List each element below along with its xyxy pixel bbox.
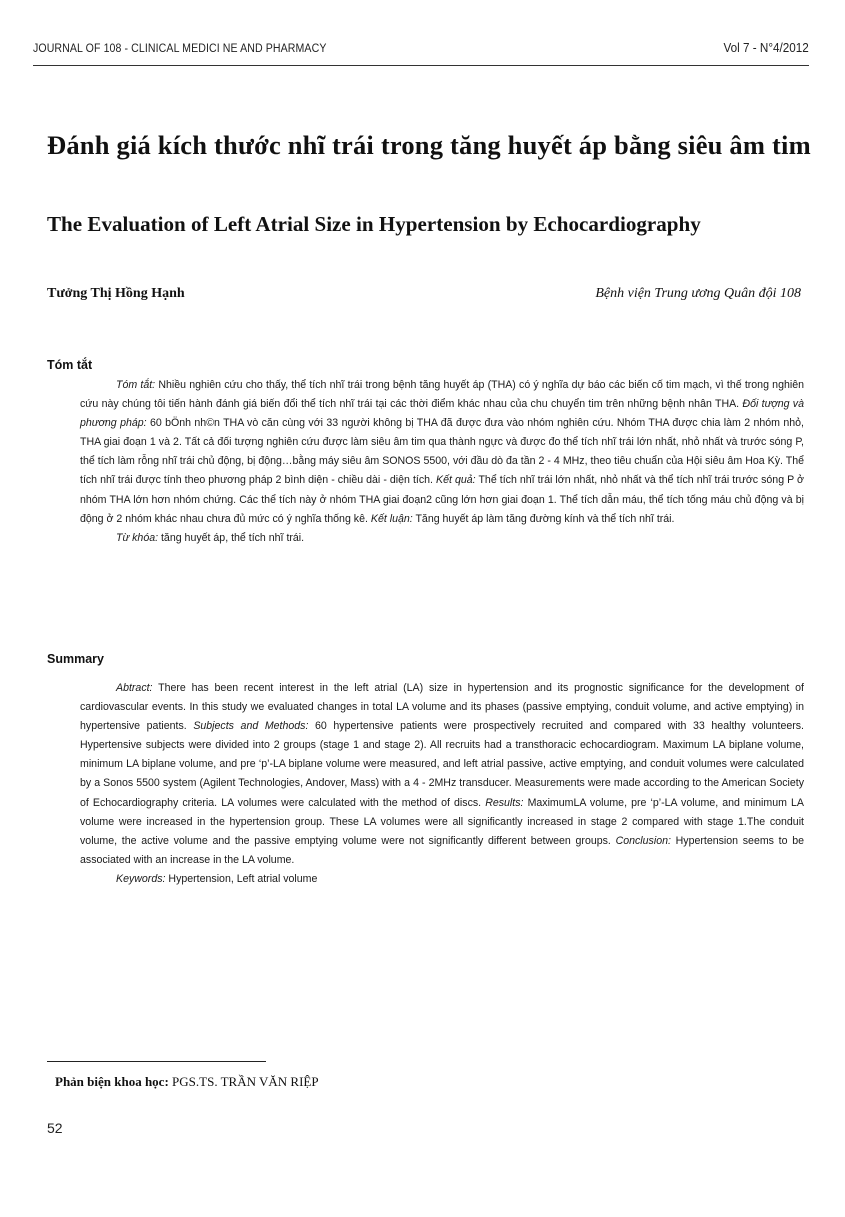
article-title-english: The Evaluation of Left Atrial Size in Hypertension by Echocardiography [47, 212, 701, 236]
abstract-en-intro-label: Abtract: [116, 682, 153, 694]
abstract-en-results-text: MaximumLA volume, pre ‘p’-LA volume, and minimum LA volume were increased in the hypertension group. These LA volumes were all significantly increased in stage 2 compared with stage 1.The conduit volume, the active volume and the passive emptying volume were not significantly different between groups. [80, 796, 804, 847]
author-affiliation: Bệnh viện Trung ương Quân đội 108 [595, 286, 801, 301]
keywords-vi-label: Từ khóa: [116, 531, 159, 544]
abstract-en-paragraph [80, 679, 804, 870]
abstract-vi-paragraph [80, 376, 804, 529]
keywords-en-label: Keywords: [116, 872, 166, 885]
section-heading-tom-tat: Tóm tắt [47, 358, 93, 372]
running-header [33, 40, 809, 70]
abstract-vi-conclusion-text: Tăng huyết áp làm tăng đường kính và thể tích nhĩ trái. [412, 512, 675, 525]
abstract-vi-intro-text: Nhiều nghiên cứu cho thấy, thể tích nhĩ trái trong bệnh tăng huyết áp (THA) có ý nghĩa dự báo các biến cố tim mạch, vì thế trong nghiên cứu này chúng tôi tiến hành đánh giá biến đổi thể tích nhĩ trái tại các thời điểm khác nhau của chu chuyển tim trên những bệnh nhân THA. [80, 379, 804, 411]
abstract-vi-intro-label: Tóm tắt: [116, 379, 156, 391]
abstract-en-methods-label: Subjects and Methods: [193, 720, 309, 733]
abstract-vi-conclusion-label: Kết luận: [370, 512, 413, 525]
page-number: 52 [47, 1120, 63, 1136]
abstract-vi-results-label: Kết quả: [436, 474, 476, 487]
footnote-rule [47, 1061, 266, 1062]
abstract-vietnamese [80, 376, 804, 548]
abstract-en-intro-text: There has been recent interest in the left atrial (LA) size in hypertension and its prognostic significance for the development of cardiovascular events. In this study we evaluated changes in total LA volume and its phases (passive emptying, conduit volume, and active emptying) in hypertensive patients. [80, 682, 804, 733]
journal-name: JOURNAL OF 108 - CLINICAL MEDICI NE AND PHARMACY [33, 43, 327, 55]
keywords-vi-text: tăng huyết áp, thể tích nhĩ trái. [158, 531, 305, 544]
abstract-en-conclusion-text: Hypertension seems to be associated with an increase in the LA volume. [80, 834, 804, 866]
abstract-vi-methods-label: Đối tượng và phương pháp: [80, 398, 804, 430]
abstract-vi-results-text: Thể tích nhĩ trái lớn nhất, nhỏ nhất và thể tích nhĩ trái trước sóng P ở nhóm THA lớn hơn nhóm chứng. Các thể tích này ở nhóm THA giai đoạn2 cũng lớn hơn giai đoạn 1. Thể tích dẫn máu, thể tích tống máu chủ động và bị động ở 2 nhóm khác nhau chưa đủ mức có ý nghĩa thống kê. [80, 474, 804, 525]
reviewer-footnote [55, 1074, 319, 1090]
abstract-en-methods-text: 60 hypertensive patients were prospectively recruited and compared with 33 healthy volunteers. Hypertensive subjects were divided into 2 groups (stage 1 and stage 2). All recruits had a transthoracic echocardiogram. Maximum LA biplane volume, minimum LA biplane volume, and pre ‘p’-LA biplane volume were measured, and left atrial passive, active emptying, and conduit volumes were calculated by a Sonos 5500 system (Agilent Technologies, Andover, Mass) with a 4 - 2MHz transducer. Measurements were made according to the American Society of Echocardiography criteria. LA volumes were calculated with the method of discs. [80, 720, 804, 809]
keywords-en-text: Hypertension, Left atrial volume [165, 872, 318, 885]
article-title-vietnamese: Đánh giá kích thước nhĩ trái trong tăng huyết áp bằng siêu âm tim [47, 130, 811, 160]
keywords-en [80, 870, 804, 889]
section-heading-summary: Summary [47, 652, 104, 666]
reviewer-name: PGS.TS. TRẦN VĂN RIỆP [168, 1074, 319, 1089]
header-rule [33, 65, 809, 66]
abstract-en-conclusion-label: Conclusion: [615, 834, 671, 847]
abstract-en-results-label: Results: [485, 796, 524, 809]
reviewer-label: Phản biện khoa học: [55, 1074, 169, 1089]
keywords-vi [80, 529, 804, 548]
author-name: Tưởng Thị Hồng Hạnh [47, 286, 185, 301]
abstract-english [80, 679, 804, 889]
abstract-vi-methods-text: 60 bÖnh nh©n THA vò căn cùng với 33 người không bị THA đã được đưa vào nhóm nghiên cứu. Nhóm THA được chia làm 2 nhóm nhỏ, THA giai đoạn 1 và 2. Tất cả đối tượng nghiên cứu được làm siêu âm tim qua thành ngực và được đo thể tích nhĩ trái lớn nhất, nhỏ nhất và trước sóng P, thể tích làm rỗng nhĩ trái chủ động, bị động…bằng máy siêu âm SONOS 5500, với đầu dò đa tần 2 - 4 MHz, theo tiêu chuẩn của Hội siêu âm Hoa Kỳ. Thể tích nhĩ trái được tính theo phương pháp 2 bình diện - chiều dài - diện tích. [80, 417, 804, 487]
volume-issue: Vol 7 - N°4/2012 [723, 40, 809, 55]
